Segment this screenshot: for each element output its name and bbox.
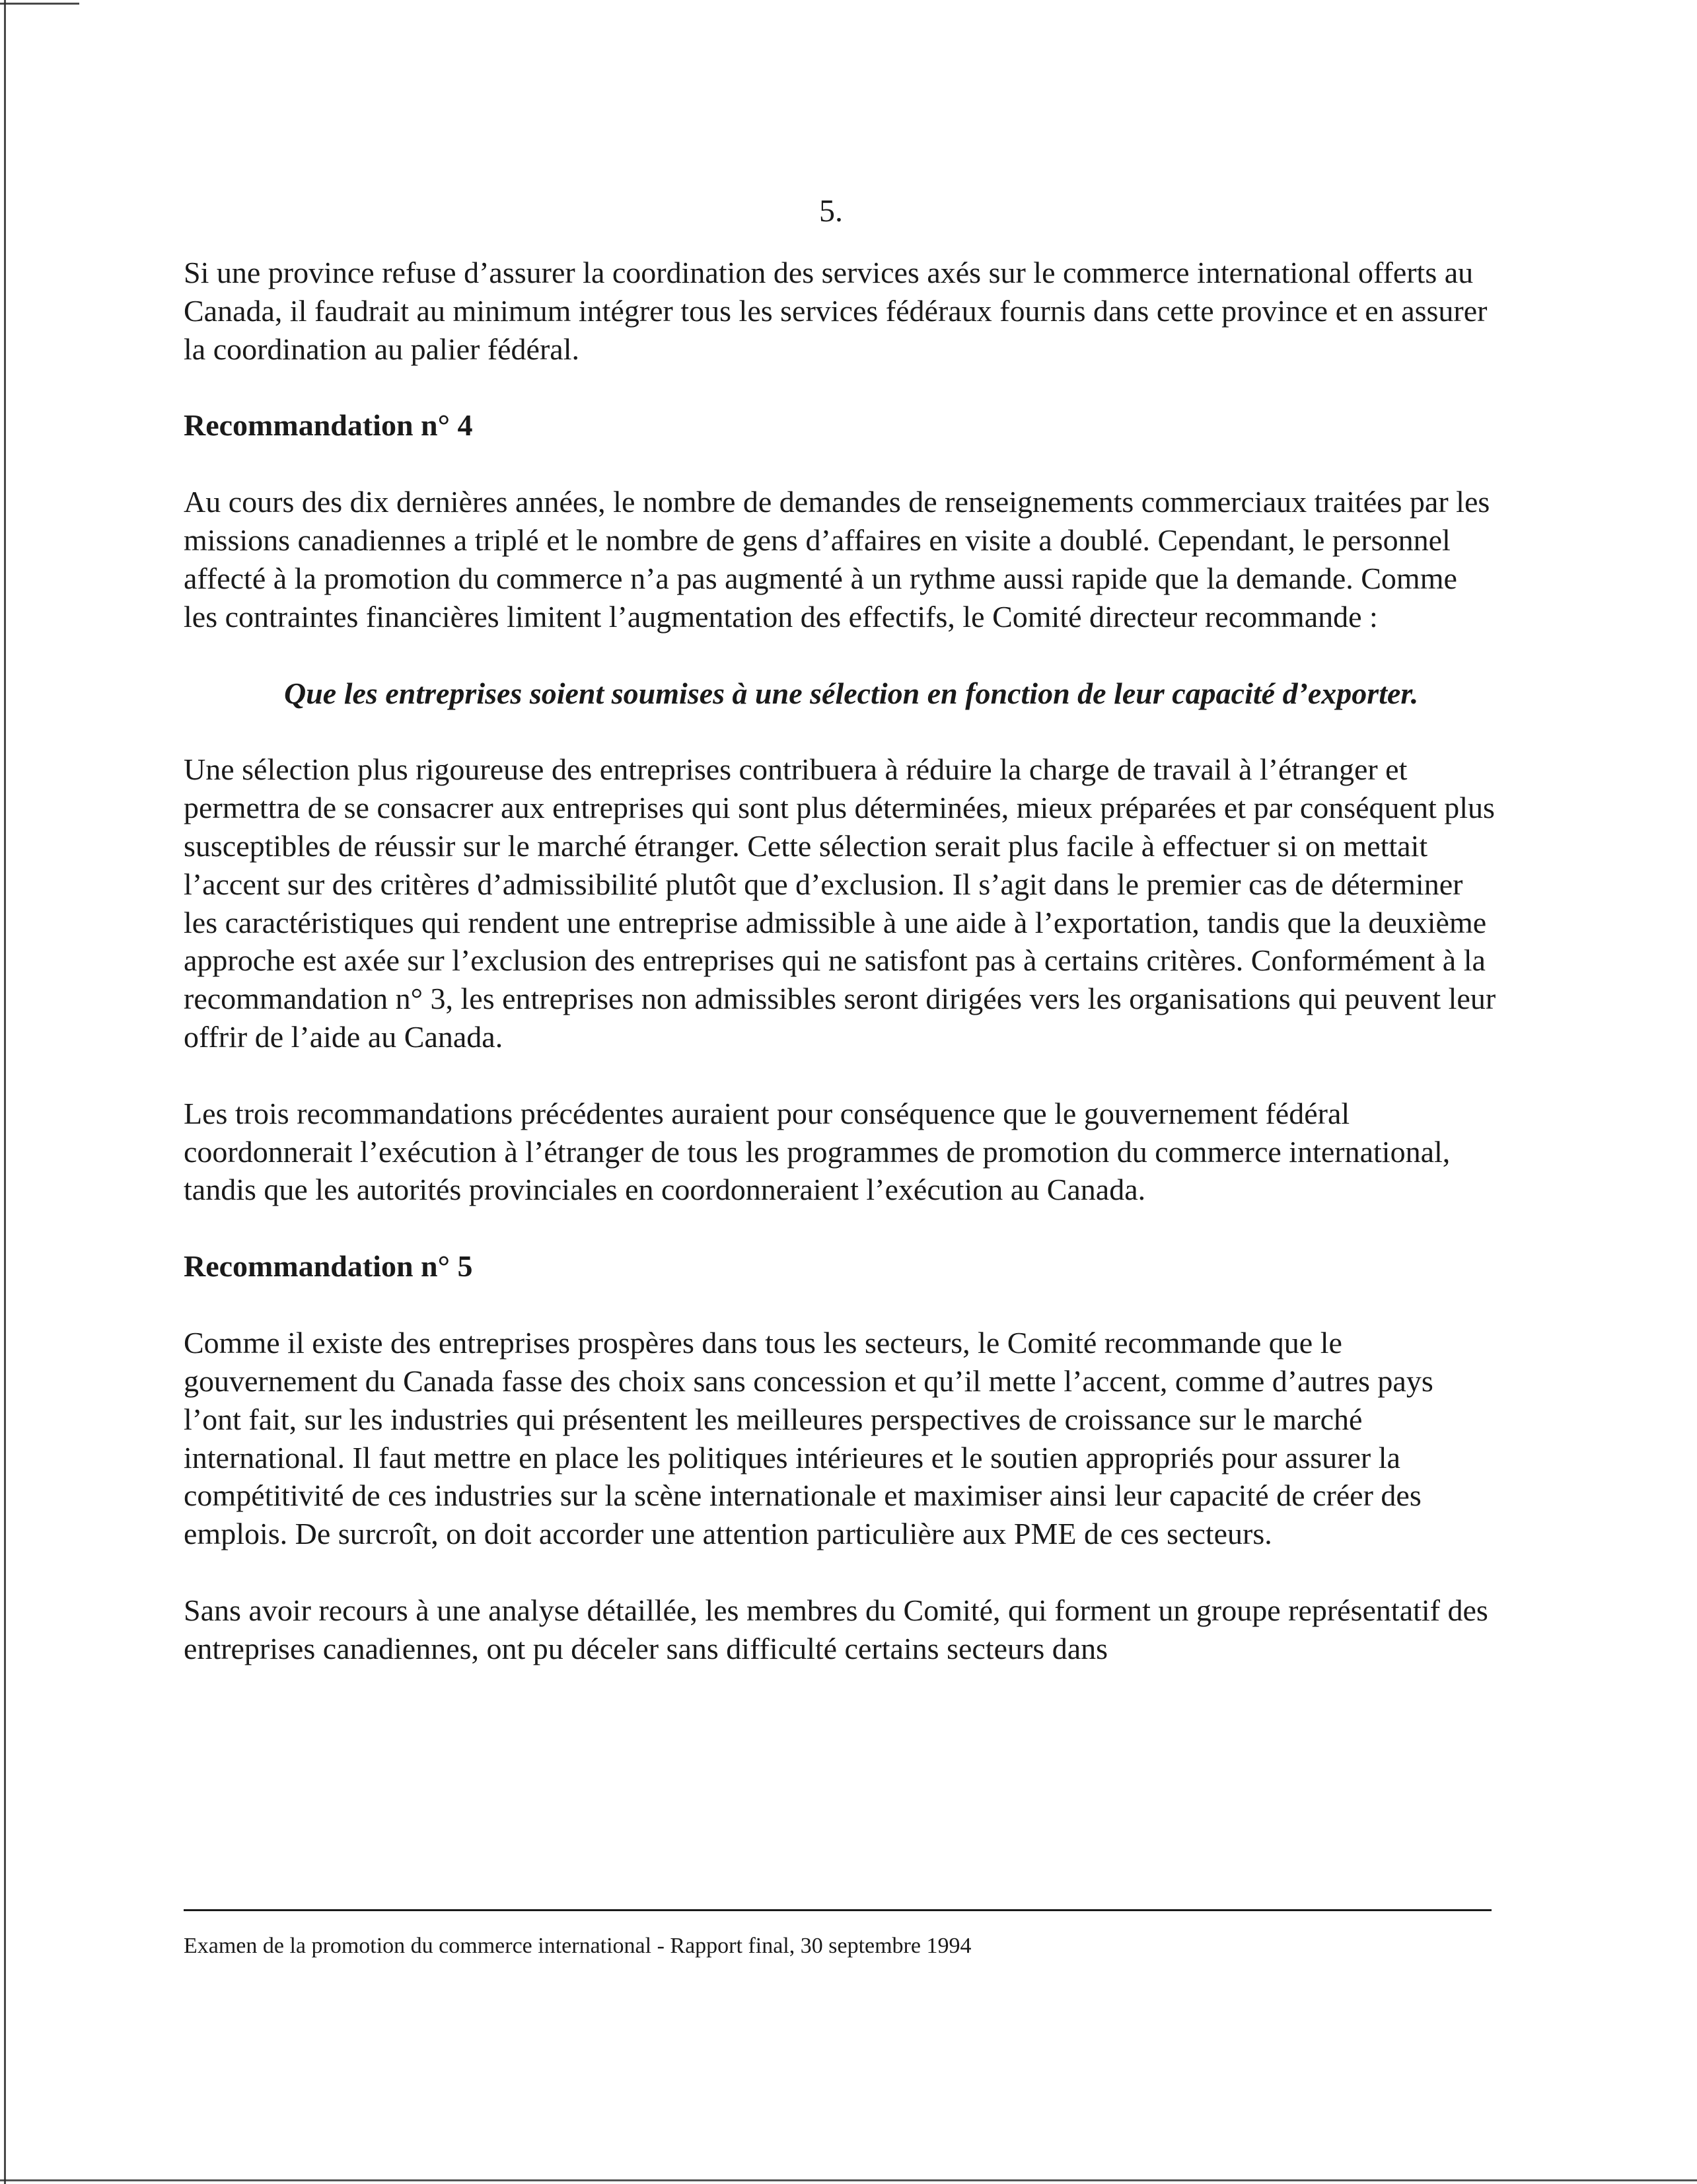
- paragraph-three-recommendations: Les trois recommandations précédentes auraient pour conséquence que le gouvernement fédéral coordonnerait l’exécution à l’étranger de tous les programmes de promotion du commerce international, tandis que les autorités provinciales en coordonneraient l’exécution au Canada.: [184, 1096, 1451, 1207]
- document-body: [184, 254, 1498, 1706]
- footer-divider: [184, 1909, 1492, 1911]
- scan-edge-left: [4, 0, 6, 2184]
- recommendation-text-4: Que les entreprises soient soumises à une sélection en fonction de leur capacité d’exporter.: [284, 676, 1419, 710]
- heading-recommendation-4: Recommandation n° 4: [184, 408, 473, 443]
- paragraph-committee-analysis: Sans avoir recours à une analyse détaillée, les membres du Comité, qui forment un groupe représentatif des entreprises canadiennes, ont pu déceler sans difficulté certains secteurs dans: [184, 1593, 1488, 1665]
- page-number: 5.: [819, 194, 843, 229]
- paragraph-selection: Une sélection plus rigoureuse des entreprises contribuera à réduire la charge de travail à l’étranger et permettra de se consacrer aux entreprises qui sont plus déterminées, mieux préparées et par conséquent plus susceptibles de réussir sur le marché étranger. Cette sélection serait plus facile à effectuer si on mettait l’accent sur des critères d’admissibilité plutôt que d’exclusion. Il s’agit dans le premier cas de déterminer les caractéristiques qui rendent une entreprise admissible à une aide à l’exportation, tandis que la deuxième approche est axée sur l’exclusion des entreprises qui ne satisfont pas à certains critères. Conformément à la recommandation n° 3, les entreprises non admissibles seront dirigées vers les organisations qui peuvent leur offrir de l’aide au Canada.: [184, 752, 1496, 1054]
- heading-recommendation-5: Recommandation n° 5: [184, 1249, 473, 1284]
- paragraph-trade-inquiries: Au cours des dix dernières années, le nombre de demandes de renseignements commerciaux traitées par les missions canadiennes a triplé et le nombre de gens d’affaires en visite a doublé. Cependant, le personnel affecté à la promotion du commerce n’a pas augmenté à un rythme aussi rapide que la demande. Comme les contraintes financières limitent l’augmentation des effectifs, le Comité directeur recommande :: [184, 485, 1490, 634]
- scan-edge-bottom: [0, 2179, 1697, 2181]
- footer-text: Examen de la promotion du commerce international - Rapport final, 30 septembre 1994: [184, 1934, 972, 1958]
- paragraph-province-coordination: Si une province refuse d’assurer la coordination des services axés sur le commerce international offerts au Canada, il faudrait au minimum intégrer tous les services fédéraux fournis dans cette province et en assurer la coordination au palier fédéral.: [184, 256, 1488, 366]
- paragraph-sector-focus: Comme il existe des entreprises prospères dans tous les secteurs, le Comité recommande que le gouvernement du Canada fasse des choix sans concession et qu’il mette l’accent, comme d’autres pays l’ont fait, sur les industries qui présentent les meilleures perspectives de croissance sur le marché international. Il faut mettre en place les politiques intérieures et le soutien appropriés pour assurer la compétitivité de ces industries sur la scène internationale et maximiser ainsi leur capacité de créer des emplois. De surcroît, on doit accorder une attention particulière aux PME de ces secteurs.: [184, 1326, 1433, 1551]
- scan-edge-top: [0, 3, 79, 5]
